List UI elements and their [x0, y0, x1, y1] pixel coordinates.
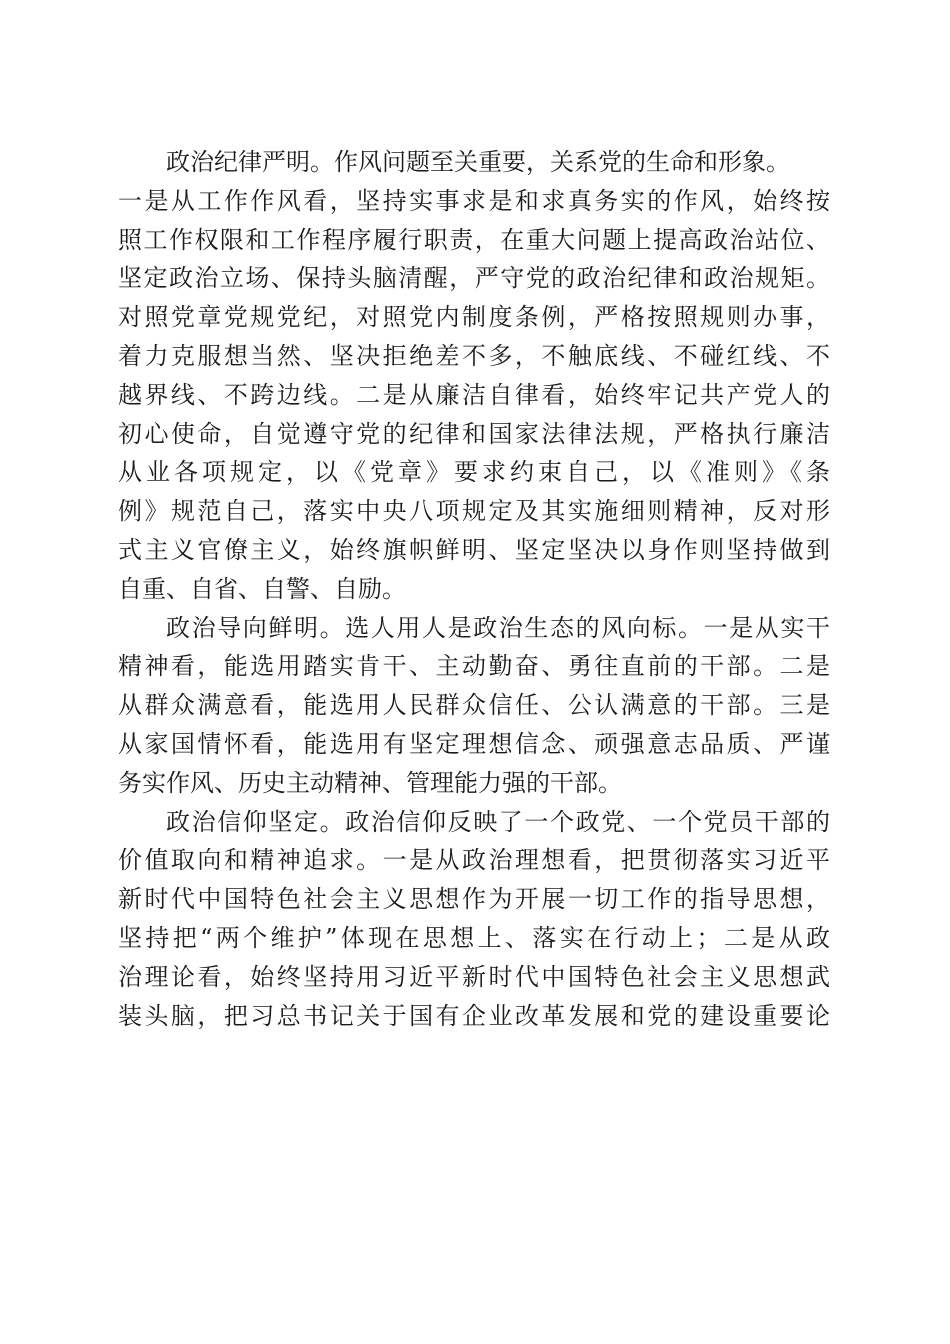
paragraph-political-orientation — [118, 609, 830, 803]
paragraph-line: 精神看，能选用踏实肯干、主动勤奋、勇往直前的干部。二是 — [118, 652, 830, 681]
paragraph-line: 新时代中国特色社会主义思想作为开展一切工作的指导思想， — [118, 885, 830, 914]
paragraph-political-belief — [118, 803, 830, 1036]
paragraph-line: 从家国情怀看，能选用有坚定理想信念、顽强意志品质、严谨 — [118, 729, 830, 758]
paragraph-line: 政治信仰坚定。政治信仰反映了一个政党、一个党员干部的 — [166, 807, 830, 836]
paragraph-line: 照工作权限和工作程序履行职责，在重大问题上提高政治站位、 — [118, 225, 830, 254]
paragraph-line: 坚定政治立场、保持头脑清醒，严守党的政治纪律和政治规矩。 — [118, 264, 830, 293]
paragraph-line: 初心使命，自觉遵守党的纪律和国家法律法规，严格执行廉洁 — [118, 419, 830, 448]
paragraph-line: 式主义官僚主义，始终旗帜鲜明、坚定坚决以身作则坚持做到 — [118, 535, 830, 564]
paragraph-line: 对照党章党规党纪，对照党内制度条例，严格按照规则办事， — [118, 303, 830, 332]
paragraph-line: 装头脑，把习总书记关于国有企业改革发展和党的建设重要论 — [118, 1001, 830, 1030]
paragraph-line: 越界线、不跨边线。二是从廉洁自律看，始终牢记共产党人的 — [118, 380, 830, 409]
paragraph-line: 治理论看，始终坚持用习近平新时代中国特色社会主义思想武 — [118, 962, 830, 991]
document-body — [118, 143, 830, 1035]
paragraph-line: 着力克服想当然、坚决拒绝差不多，不触底线、不碰红线、不 — [118, 341, 830, 370]
paragraph-political-discipline — [118, 143, 830, 609]
paragraph-line: 务实作风、历史主动精神、管理能力强的干部。 — [118, 768, 622, 797]
paragraph-line: 政治纪律严明。作风问题至关重要，关系党的生命和形象。 — [166, 148, 790, 176]
paragraph-line: 从业各项规定，以《党章》要求约束自己，以《准则》《条 — [118, 458, 830, 487]
paragraph-line: 价值取向和精神追求。一是从政治理想看，把贯彻落实习近平 — [118, 846, 830, 875]
paragraph-line: 从群众满意看，能选用人民群众信任、公认满意的干部。三是 — [118, 691, 830, 720]
paragraph-line: 例》规范自己，落实中央八项规定及其实施细则精神，反对形 — [118, 497, 830, 526]
paragraph-line: 政治导向鲜明。选人用人是政治生态的风向标。一是从实干 — [166, 613, 830, 642]
paragraph-line: 坚持把“两个维护”体现在思想上、落实在行动上；二是从政 — [118, 923, 830, 952]
paragraph-line: 一是从工作作风看，坚持实事求是和求真务实的作风，始终按 — [118, 186, 830, 215]
paragraph-line: 自重、自省、自警、自励。 — [118, 574, 406, 603]
